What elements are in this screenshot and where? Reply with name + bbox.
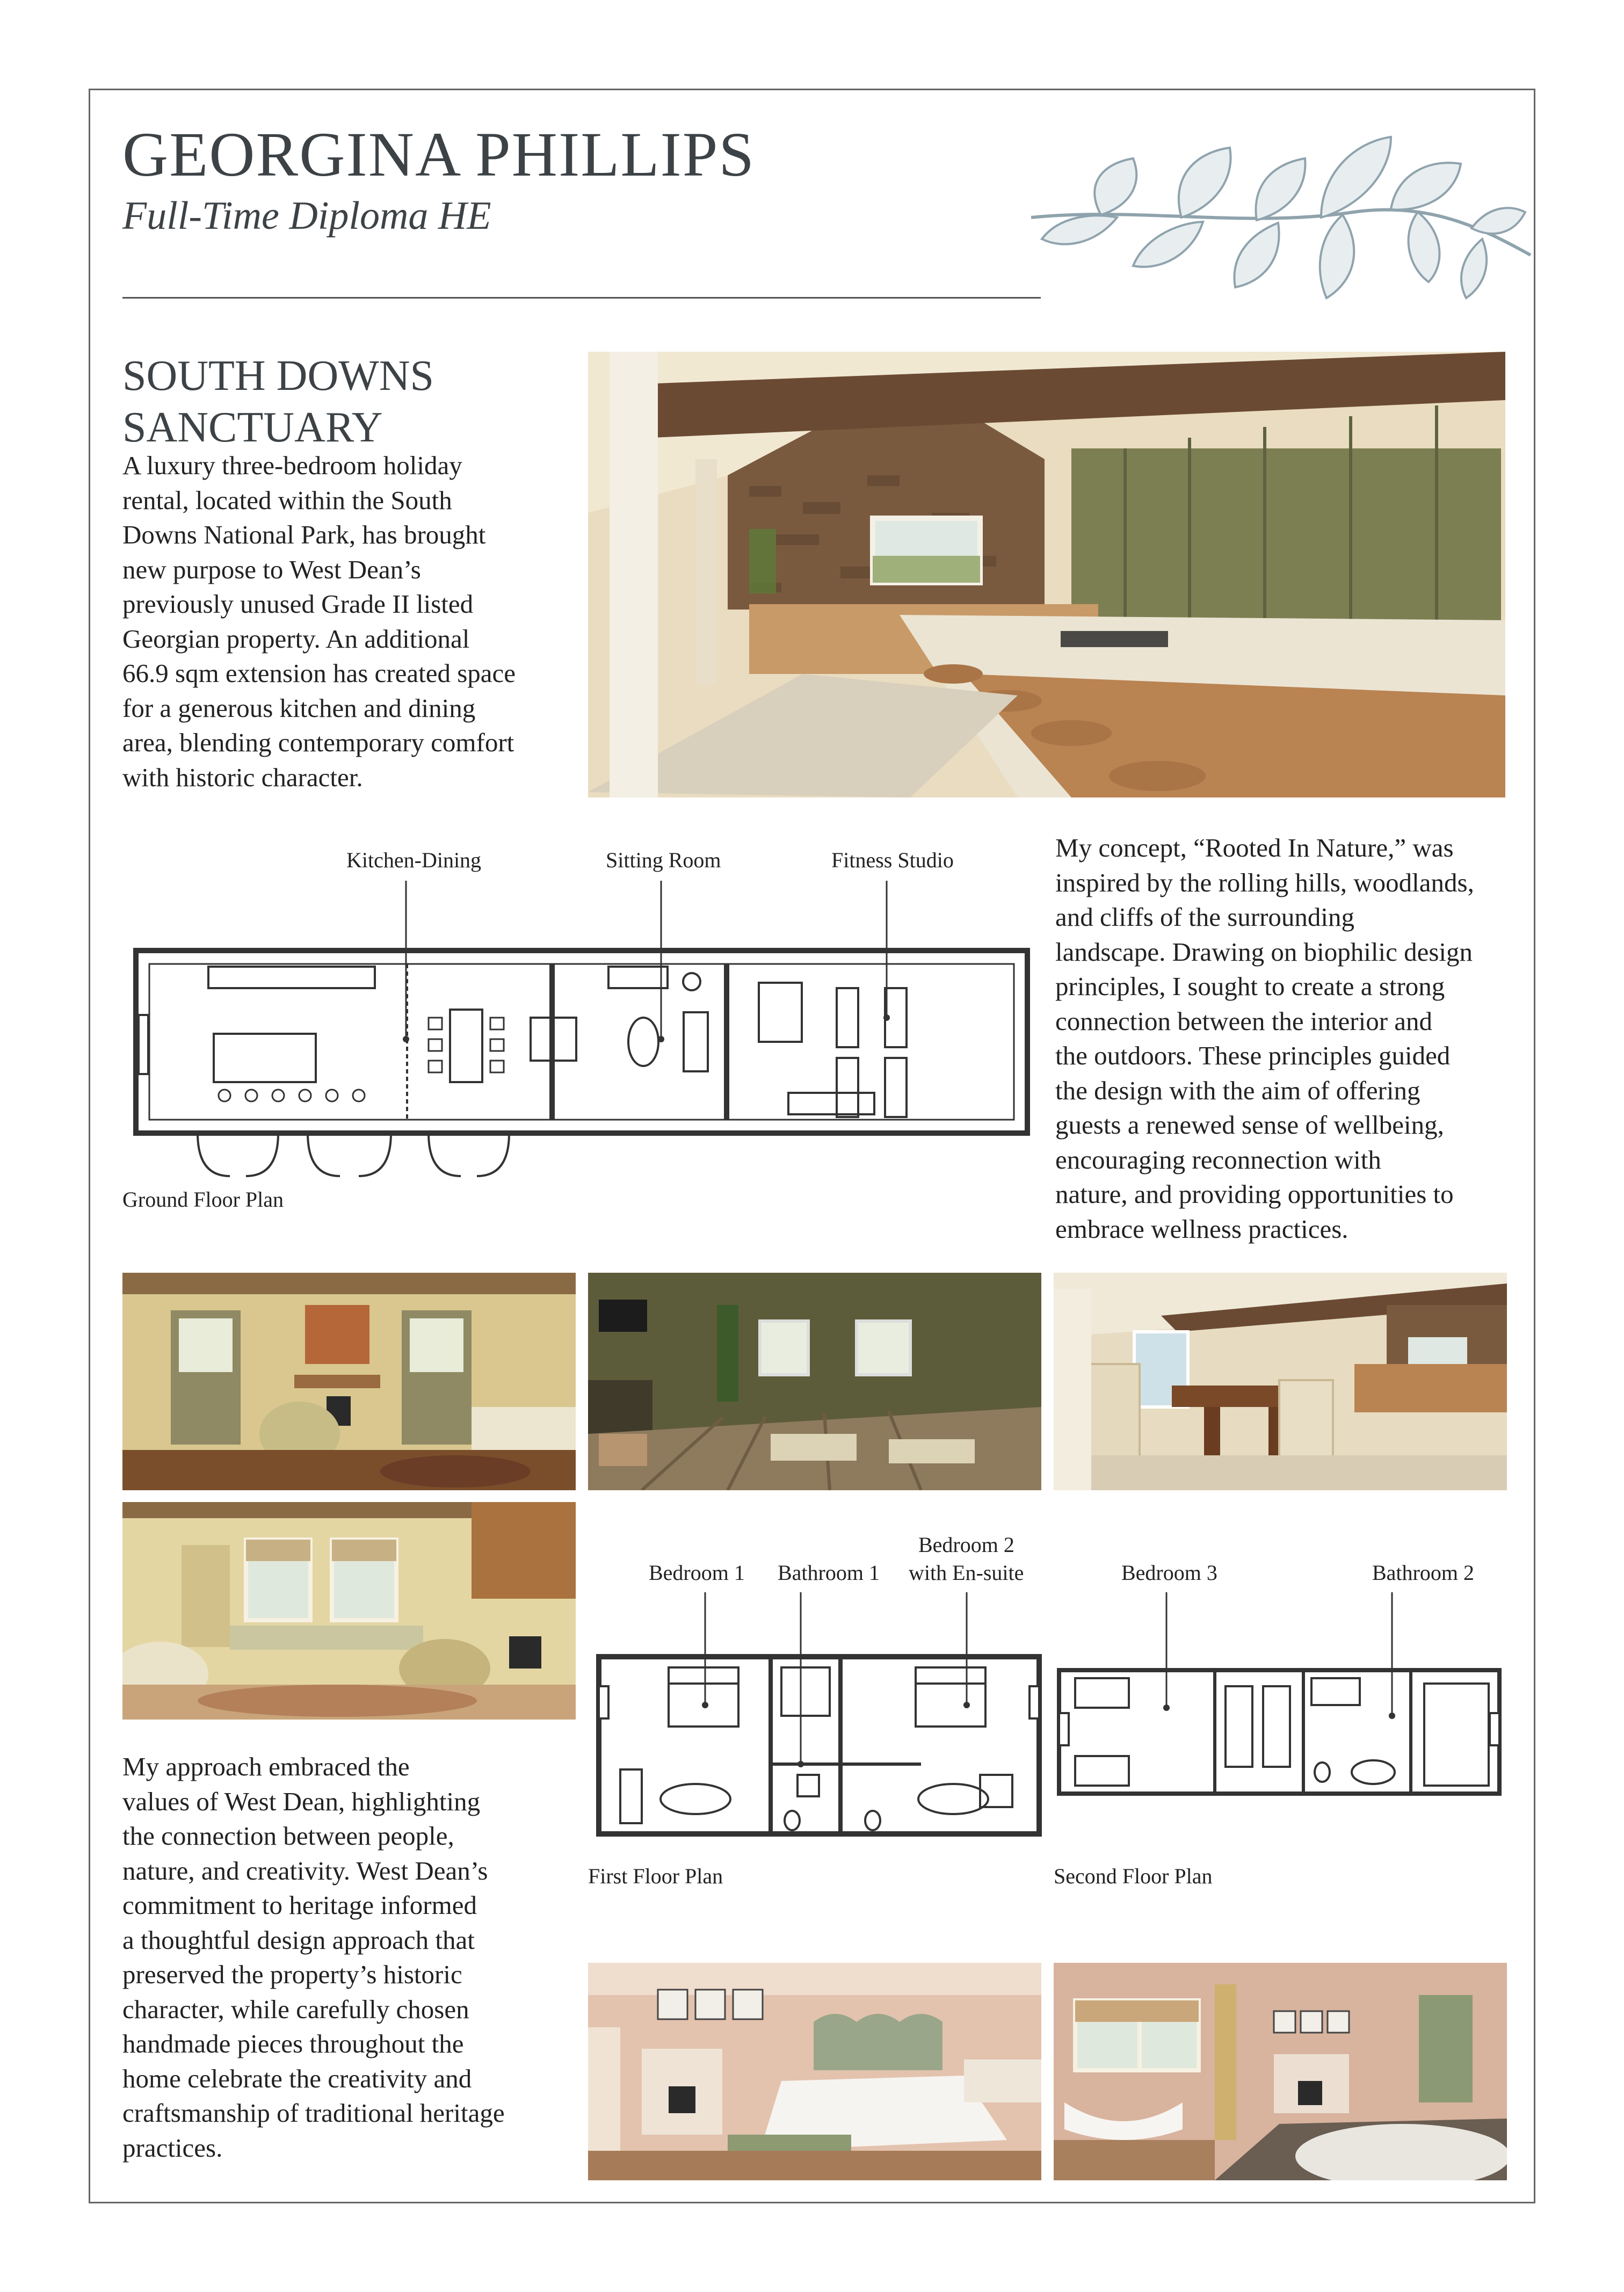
plan-label-sitting-room: Sitting Room: [606, 848, 721, 872]
fitness-studio-render-image: [588, 1273, 1041, 1490]
project-title: SOUTH DOWNS SANCTUARY: [122, 352, 434, 451]
plan-label-bedroom-1: Bedroom 1: [649, 1561, 745, 1585]
intro-paragraph: A luxury three-bedroom holiday rental, located within the South Downs National Park, has brought new purpose to West Dean’s previously unused Grade II listed Georgian property. An additional 66.9 sqm extension has created space for a generous kitchen and dining area, blending contemporary comfort with historic character.: [122, 451, 516, 792]
approach-paragraph: My approach embraced the values of West Dean, highlighting the connection between people, nature, and creativity. West Dean’s commitment to heritage informed a thoughtful design approach that preserved the property’s historic character, while carefully chosen handmade pieces throughout the home celebrate the creativity and craftsmanship of traditional heritage practices.: [122, 1752, 505, 2163]
sitting-room-render-image: [122, 1273, 576, 1490]
ground-floor-plan: [122, 881, 1046, 1181]
plan-label-fitness-studio: Fitness Studio: [831, 848, 954, 872]
plan-label-bedroom-2: Bedroom 2: [918, 1533, 1014, 1557]
course-subtitle: Full-Time Diploma HE: [122, 194, 491, 238]
bedroom-render-image: [588, 1963, 1041, 2180]
bedroom-bath-render-image: [1054, 1963, 1507, 2180]
second-floor-plan: [1054, 1592, 1516, 1823]
plan-label-bedroom-3: Bedroom 3: [1121, 1561, 1217, 1585]
first-floor-caption: First Floor Plan: [588, 1864, 723, 1888]
concept-paragraph: My concept, “Rooted In Nature,” was inspired by the rolling hills, woodlands, and cliffs of the surrounding landscape. Drawing on biophilic design principles, I sought to create a strong connection between the interior and the outdoors. These principles guided the design with the aim of offering guests a renewed sense of wellbeing, encouraging reconnection with nature, and providing opportunities to embrace wellness practices.: [1055, 833, 1474, 1244]
plan-label-kitchen-dining: Kitchen-Dining: [346, 848, 482, 872]
ground-floor-caption: Ground Floor Plan: [122, 1187, 284, 1212]
kitchen-render-image: [588, 352, 1505, 797]
plan-label-bathroom-1: Bathroom 1: [778, 1561, 880, 1585]
designer-name: GEORGINA PHILLIPS: [122, 119, 755, 190]
dining-render-image: [1054, 1273, 1507, 1490]
header-divider: [122, 297, 1041, 299]
second-floor-caption: Second Floor Plan: [1054, 1864, 1213, 1888]
plan-label-bathroom-2: Bathroom 2: [1372, 1561, 1474, 1585]
snug-window-seat-render-image: [122, 1502, 576, 1720]
first-floor-plan: [588, 1592, 1050, 1850]
plan-label-en-suite: with En-suite: [909, 1561, 1024, 1585]
leaf-branch-icon: [1020, 105, 1536, 341]
